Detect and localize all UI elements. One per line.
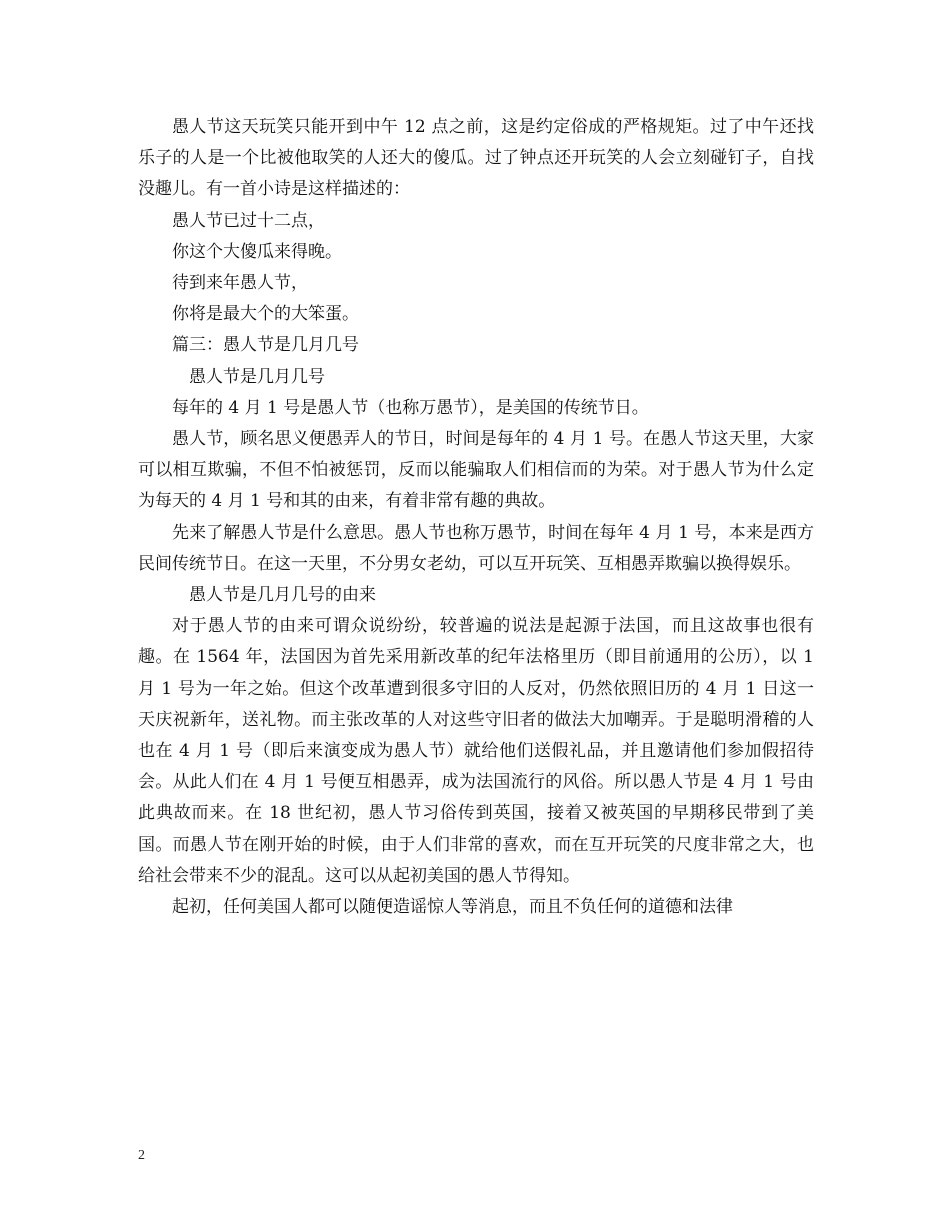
- paragraph: 先来了解愚人节是什么意思。愚人节也称万愚节，时间在每年 4 月 1 号，本来是西方民间传统节日。在这一天里，不分男女老幼，可以互开玩笑、互相愚弄欺骗以换得娱乐。: [138, 522, 814, 574]
- paragraph: 愚人节，顾名思义便愚弄人的节日，时间是每年的 4 月 1 号。在愚人节这天里，大家可以相互欺骗，不但不怕被惩罚，反而以能骗取人们相信而的为荣。对于愚人节为什么定为每天的 4 月 1 号和其的由来，有着非常有趣的典故。: [138, 429, 814, 512]
- paragraph: 愚人节这天玩笑只能开到中午 12 点之前，这是约定俗成的严格规矩。过了中午还找乐子的人是一个比被他取笑的人还大的傻瓜。过了钟点还开玩笑的人会立刻碰钉子，自找没趣儿。有一首小诗是这样描述的：: [138, 117, 814, 200]
- paragraph: 起初，任何美国人都可以随便造谣惊人等消息，而且不负任何的道德和法律: [172, 897, 733, 918]
- poem-line: 你将是最大个的大笨蛋。: [172, 304, 359, 325]
- paragraph: 对于愚人节的由来可谓众说纷纷，较普遍的说法是起源于法国，而且这故事也很有趣。在 1564 年，法国因为首先采用新改革的纪年法格里历（即目前通用的公历），以 1 月 1 号为一年之始。但这个改革遭到很多守旧的人反对，仍然依照旧历的 4 月 1 日这一天庆祝新年，送礼物。而主张改革的人对这些守旧者的做法大加嘲弄。于是聪明滑稽的人也在 4 月 1 号（即后来演变成为愚人节）就给他们送假礼品，并且邀请他们参加假招待会。从此人们在 4 月 1 号便互相愚弄，成为法国流行的风俗。所以愚人节是 4 月 1 号由此典故而来。在 18 世纪初，愚人节习俗传到英国，接着又被英国的早期移民带到了美国。而愚人节在刚开始的时候，由于人们非常的喜欢，而在互开玩笑的尺度非常之大，也给社会带来不少的混乱。这可以从起初美国的愚人节得知。: [138, 616, 814, 886]
- document-page: [138, 112, 814, 923]
- paragraph: 每年的 4 月 1 号是愚人节（也称万愚节），是美国的传统节日。: [172, 397, 649, 418]
- section-subheading: 愚人节是几月几号: [189, 366, 325, 387]
- poem-line: 待到来年愚人节，: [172, 273, 308, 294]
- poem-line: 愚人节已过十二点，: [172, 210, 325, 231]
- section-subheading: 愚人节是几月几号的由来: [189, 585, 376, 606]
- section-heading: 篇三：愚人节是几月几号: [172, 335, 359, 356]
- page-number: 2: [138, 1148, 145, 1163]
- poem-line: 你这个大傻瓜来得晚。: [172, 241, 342, 262]
